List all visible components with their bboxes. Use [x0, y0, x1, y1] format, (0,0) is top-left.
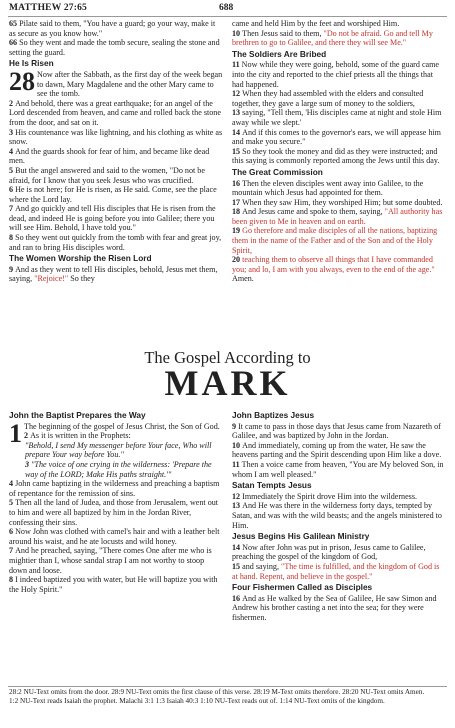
footnote: 28:19 M-Text omits therefore. — [253, 688, 341, 696]
words-of-jesus: teaching them to observe all things that I have commanded you; and lo, I am with you always, even to the end of the age." — [232, 255, 435, 274]
verse-continuation: came and held Him by the feet and worshiped Him. — [232, 19, 400, 28]
verse-text: And behold, there was a great earthquake; for an angel of the Lord descended from heaven, and came and rolled back the stone from the door, and sat on it. — [9, 98, 221, 127]
verse — [232, 492, 446, 502]
verse-text: Immediately the Spirit drove Him into the wilderness. — [242, 491, 418, 501]
verse — [9, 185, 224, 204]
verse-text: John came baptizing in the wilderness and preaching a baptism of repentance for the remission of sins. — [9, 479, 220, 498]
verse-number: 8 — [9, 575, 16, 585]
verse — [232, 501, 446, 530]
footnote: 1:14 NU-Text omits of the kingdom. — [279, 697, 385, 706]
verse-text: When they had assembled with the elders and consulted together, they gave a large sum of money to the soldiers, — [232, 89, 424, 108]
verse-number: 2 — [24, 431, 31, 441]
verse-number: 9 — [232, 421, 239, 431]
verse-text: And he preached, saying, "There comes One after me who is mightier than I, whose sandal strap I am not worthy to stoop down and loose. — [9, 546, 212, 575]
verse — [9, 527, 224, 546]
verse-text: So they went and made the tomb secure, sealing the stone and setting the guard. — [9, 38, 220, 57]
verse-number: 7 — [9, 546, 16, 556]
verse-number: 15 — [232, 561, 243, 571]
verse-number: 17 — [232, 197, 243, 207]
page-number: 688 — [219, 3, 234, 13]
verse — [232, 543, 446, 562]
verse — [9, 166, 224, 185]
verse — [9, 546, 224, 575]
verse-number: 5 — [9, 165, 16, 175]
footnote-rule — [8, 686, 447, 687]
verse-text: Then the eleven disciples went away into Galilee, to the mountain which Jesus had appointed for them. — [232, 178, 424, 198]
verse-text: Then all the land of Judea, and those from Jerusalem, went out to him and were all baptized by him in the Jordan River, confessing their sins. — [9, 498, 219, 527]
verse-text: and saying, — [242, 561, 282, 571]
verse-text: And the guards shook for fear of him, and became like dead men. — [9, 146, 210, 166]
verse-text: So they took the money and did as they were instructed; and this saying is commonly reported among the Jews until this day. — [232, 146, 440, 166]
verse-text-after: Amen. — [232, 274, 254, 284]
verse — [232, 562, 446, 581]
verse-text: Then a voice came from heaven, "You are My beloved Son, in whom I am well pleased." — [232, 459, 444, 479]
verse-text: He is not here; for He is risen, as He said. Come, see the place where the Lord lay. — [9, 185, 217, 204]
quoted-verse — [9, 441, 224, 460]
section-heading: Satan Tempts Jesus — [232, 480, 312, 491]
footnote: 28:9 NU-Text omits the first clause of this verse. — [111, 688, 252, 696]
section-heading: John Baptizes Jesus — [232, 410, 315, 420]
verse — [232, 198, 446, 208]
verse-number: 5 — [9, 498, 16, 508]
verse-text: As it is written in the Prophets: — [30, 431, 131, 441]
verse-number: 4 — [9, 146, 16, 156]
footnote: 28:2 NU-Text omits from the door. — [9, 688, 110, 696]
verse-number: 11 — [232, 459, 242, 469]
verse-text: Pilate said to them, "You have a guard; go your way, make it as secure as you know how." — [9, 19, 216, 38]
book-title: MARK — [164, 363, 291, 403]
section-heading: Four Fishermen Called as Disciples — [232, 582, 373, 593]
section-heading: He Is Risen — [9, 58, 54, 69]
quoted-verse — [9, 460, 224, 479]
words-of-jesus: Go therefore and make disciples of all the nations, baptizing them in the name of the Father and of the Son and of the Holy Spirit, — [232, 226, 438, 255]
verse — [232, 147, 446, 166]
verse-text: Now after the Sabbath, as the first day of the week began to dawn, Mary Magdalene and the other Mary came to see the tomb. — [37, 69, 223, 99]
words-of-jesus: "All authority has been given to Me in heaven and on earth. — [232, 207, 443, 226]
book-subtitle: The Gospel According to — [144, 348, 311, 367]
verse-text: Then Jesus said to them, — [242, 28, 324, 38]
mark-left-column — [9, 409, 224, 685]
verse — [9, 575, 224, 594]
verse-text-after: So they — [68, 274, 95, 284]
verse-text: Now John was clothed with camel's hair and with a leather belt around his waist, and he ate locusts and wild honey. — [9, 527, 220, 546]
verse — [9, 479, 224, 498]
verse-number: 10 — [232, 28, 243, 38]
verse-number: 3 — [9, 127, 16, 137]
words-of-jesus: "Do not be afraid. Go and tell My brethren to go to Galilee, and there they will see Me." — [232, 28, 433, 48]
verse — [232, 29, 446, 48]
page-header — [9, 3, 446, 15]
section-heading: The Great Commission — [232, 166, 323, 177]
chapter-reference: MATTHEW 27:65 — [9, 3, 87, 13]
verse-number: 9 — [9, 264, 16, 274]
verse-text: And as they went to tell His disciples, behold, Jesus met them, saying, — [9, 264, 218, 284]
verse-text: The beginning of the gospel of Jesus Christ, the Son of God. — [24, 421, 220, 431]
verse-text: When they saw Him, they worshiped Him; but some doubted. — [242, 197, 443, 207]
section-heading: Jesus Begins His Galilean Ministry — [232, 531, 370, 542]
verse-number: 2 — [9, 98, 16, 108]
verse-number: 14 — [232, 127, 243, 137]
verse — [232, 422, 446, 441]
verse-number: 15 — [232, 146, 243, 156]
verse-text: And go quickly and tell His disciples that He is risen from the dead, and indeed He is going before you into Galilee; there you will see Him. Behold, I have told you." — [9, 204, 216, 233]
verse — [9, 204, 224, 233]
mark-right-column — [232, 409, 446, 685]
verse — [9, 19, 224, 38]
verse — [9, 147, 224, 166]
verse-number: 20 — [232, 255, 243, 265]
verse-text: And Jesus came and spoke to them, saying, — [242, 207, 385, 217]
chapter-number: 28 — [9, 66, 35, 96]
verse — [232, 179, 446, 198]
verse — [232, 441, 446, 460]
verse-text: His countenance was like lightning, and his clothing as white as snow. — [9, 127, 223, 147]
verse-number: 8 — [9, 233, 16, 243]
verse — [9, 128, 224, 147]
verse-text: And as He walked by the Sea of Galilee, He saw Simon and Andrew his brother casting a net into the sea; for they were fishermen. — [232, 593, 437, 622]
verse — [232, 226, 446, 255]
chapter-opening — [9, 66, 224, 99]
words-of-jesus: "The time is fulfilled, and the kingdom of God is at hand. Repent, and believe in the gospel." — [232, 561, 440, 581]
verse — [232, 207, 446, 226]
verse-text: And He was there in the wilderness forty days, tempted by Satan, and was with the wild beasts; and the angels ministered to Him. — [232, 501, 442, 530]
verse — [232, 594, 446, 623]
verse — [9, 99, 224, 128]
verse-number: 19 — [232, 226, 243, 236]
verse-number: 16 — [232, 178, 243, 188]
verse-text: And if this comes to the governor's ears, we will appease him and make you secure." — [232, 127, 441, 147]
verse-number: 65 — [9, 19, 20, 28]
verse — [9, 233, 224, 252]
verse — [232, 255, 446, 284]
verse-text: Now while they were going, behold, some of the guard came into the city and reported to the chief priests all the things that had happened. — [232, 60, 440, 89]
verse-text: Now after John was put in prison, Jesus came to Galilee, preaching the gospel of the kingdom of God, — [232, 542, 426, 562]
verse — [232, 128, 446, 147]
verse-text: But the angel answered and said to the women, "Do not be afraid, for I know that you seek Jesus who was crucified. — [9, 165, 205, 185]
verse-text: saying, "Tell them, 'His disciples came at night and stole Him away while we slept.' — [232, 108, 442, 127]
verse-text: It came to pass in those days that Jesus came from Nazareth of Galilee, and was baptized by John in the Jordan. — [232, 421, 441, 441]
verse — [232, 460, 446, 479]
footnote: 1:2 NU-Text reads Isaiah the prophet. Malachi 3:1 — [9, 697, 154, 706]
verse-text: And immediately, coming up from the water, He saw the heavens parting and the Spirit descending upon Him like a dove. — [232, 440, 442, 460]
verse-number: 6 — [9, 185, 16, 195]
verse-text: So they went out quickly from the tomb with fear and great joy, and ran to bring His disciples word. — [9, 233, 222, 252]
footnote: 1:10 NU-Text reads out of. — [200, 697, 278, 706]
words-of-jesus: "Rejoice!" — [34, 274, 69, 284]
verse — [232, 89, 446, 108]
verse — [9, 431, 224, 441]
verse-number: 13 — [232, 108, 243, 118]
section-heading: John the Baptist Prepares the Way — [9, 410, 146, 420]
verse-number: 66 — [9, 38, 20, 48]
verse-number: 16 — [232, 593, 243, 603]
verse — [9, 38, 224, 57]
verse-number: 10 — [232, 440, 243, 450]
matthew-left-column — [9, 19, 224, 341]
verse — [232, 108, 446, 127]
verse-number: 4 — [9, 479, 16, 489]
footnotes — [9, 688, 446, 707]
quote-text: "Behold, I send My messenger before Your face, Who will prepare Your way before You." — [25, 440, 212, 460]
verse-number: 6 — [9, 527, 16, 537]
verse — [9, 265, 224, 284]
header-rule — [8, 16, 447, 17]
chapter-number: 1 — [9, 418, 22, 448]
verse — [232, 60, 446, 89]
verse-text: I indeed baptized you with water, but He will baptize you with the Holy Spirit." — [9, 575, 218, 594]
section-heading: The Soldiers Are Bribed — [232, 48, 327, 59]
footnote: 1:3 Isaiah 40:3 — [155, 697, 199, 706]
verse — [9, 498, 224, 527]
verse-number: 11 — [232, 60, 242, 70]
matthew-right-column — [232, 19, 446, 341]
verse-number: 18 — [232, 207, 243, 217]
verse-number: 13 — [232, 501, 243, 511]
verse-number: 7 — [9, 204, 16, 214]
footnote: 28:20 NU-Text omits Amen. — [342, 688, 425, 696]
verse-number: 12 — [232, 89, 243, 99]
verse-number: 14 — [232, 542, 243, 552]
verse-number: 12 — [232, 491, 243, 501]
verse-number: 3 — [25, 459, 32, 469]
quote-text: "The voice of one crying in the wilderness: 'Prepare the way of the LORD; Make His paths straight.'" — [25, 459, 212, 479]
section-heading: The Women Worship the Risen Lord — [9, 253, 152, 264]
